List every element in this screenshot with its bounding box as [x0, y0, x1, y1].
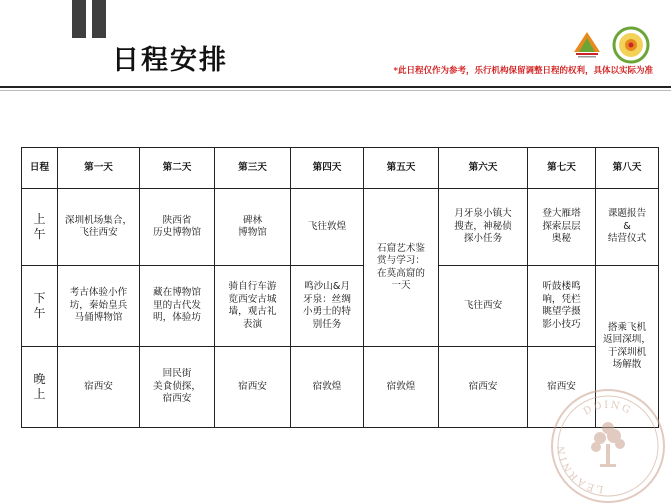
- schedule-cell: 课题报告 & 结营仪式: [596, 189, 659, 266]
- top-decor-bar-2: [92, 0, 106, 38]
- table-header-row: [22, 148, 659, 189]
- schedule-cell: 飞往敦煌: [291, 189, 364, 266]
- header-rule: [0, 86, 671, 88]
- schedule-cell: 月牙泉小镇大 搜查，神秘侦 探小任务: [439, 189, 528, 266]
- schedule-cell: 碑林 博物馆: [215, 189, 291, 266]
- seal-text-left: LEARNIN: [556, 443, 605, 495]
- day-header: 第六天: [439, 148, 528, 189]
- day-header: 第四天: [291, 148, 364, 189]
- table-row-afternoon: [22, 266, 659, 347]
- schedule-cell: 飞往西安: [439, 266, 528, 347]
- learning-seal-watermark: [548, 386, 666, 504]
- day-header: 第八天: [596, 148, 659, 189]
- header-rule-thin: [0, 90, 671, 91]
- schedule-cell: 鸣沙山&月 牙泉：丝绸 小勇士的特 别任务: [291, 266, 364, 347]
- schedule-cell: 宿西安: [439, 347, 528, 428]
- schedule-notice: *此日程仅作为参考，乐行机构保留调整日程的权利，具体以实际为准: [393, 66, 653, 76]
- schedule-cell: 陕西省 历史博物馆: [140, 189, 215, 266]
- table-row-morning: [22, 189, 659, 266]
- schedule-cell: 听鼓楼鸣 响，凭栏 眺望学摄 影小技巧: [528, 266, 596, 347]
- top-decor-bar-1: [72, 0, 86, 38]
- svg-text:DDING: [582, 400, 634, 418]
- day-header: 第二天: [140, 148, 215, 189]
- schedule-cell: 宿西安: [215, 347, 291, 428]
- schedule-cell: 考古体验小作 坊，秦始皇兵 马俑博物馆: [58, 266, 140, 347]
- schedule-cell: 骑自行车游 览西安古城 墙，观古礼 表演: [215, 266, 291, 347]
- schedule-cell: 宿敦煌: [291, 347, 364, 428]
- schedule-cell: 宿敦煌: [364, 347, 439, 428]
- schedule-cell: 宿西安: [528, 347, 596, 428]
- day-header: 第三天: [215, 148, 291, 189]
- seal-text-top: DDING: [581, 399, 634, 418]
- tent-logo-icon: [570, 30, 604, 60]
- schedule-cell-day5: 石窟艺术鉴 赏与学习： 在莫高窟的 一天: [364, 189, 439, 347]
- schedule-cell-day8-return: 搭乘飞机 返回深圳， 于深圳机 场解散: [596, 266, 659, 428]
- day-header: 第一天: [58, 148, 140, 189]
- period-label-morning: 上 午: [22, 189, 58, 266]
- schedule-cell: 深圳机场集合， 飞往西安: [58, 189, 140, 266]
- page-title: 日程安排: [112, 45, 228, 76]
- schedule-cell: 藏在博物馆 里的古代发 明，体验坊: [140, 266, 215, 347]
- corner-label: 日程: [22, 148, 58, 189]
- schedule-cell: 宿西安: [58, 347, 140, 428]
- schedule-cell: 登大雁塔 探索层层 奥秘: [528, 189, 596, 266]
- period-label-evening: 晚 上: [22, 347, 58, 428]
- day-header: 第五天: [364, 148, 439, 189]
- schedule-cell: 回民街 美食侦探， 宿西安: [140, 347, 215, 428]
- circle-logo-icon: [612, 26, 650, 64]
- day-header: 第七天: [528, 148, 596, 189]
- period-label-afternoon: 下 午: [22, 266, 58, 347]
